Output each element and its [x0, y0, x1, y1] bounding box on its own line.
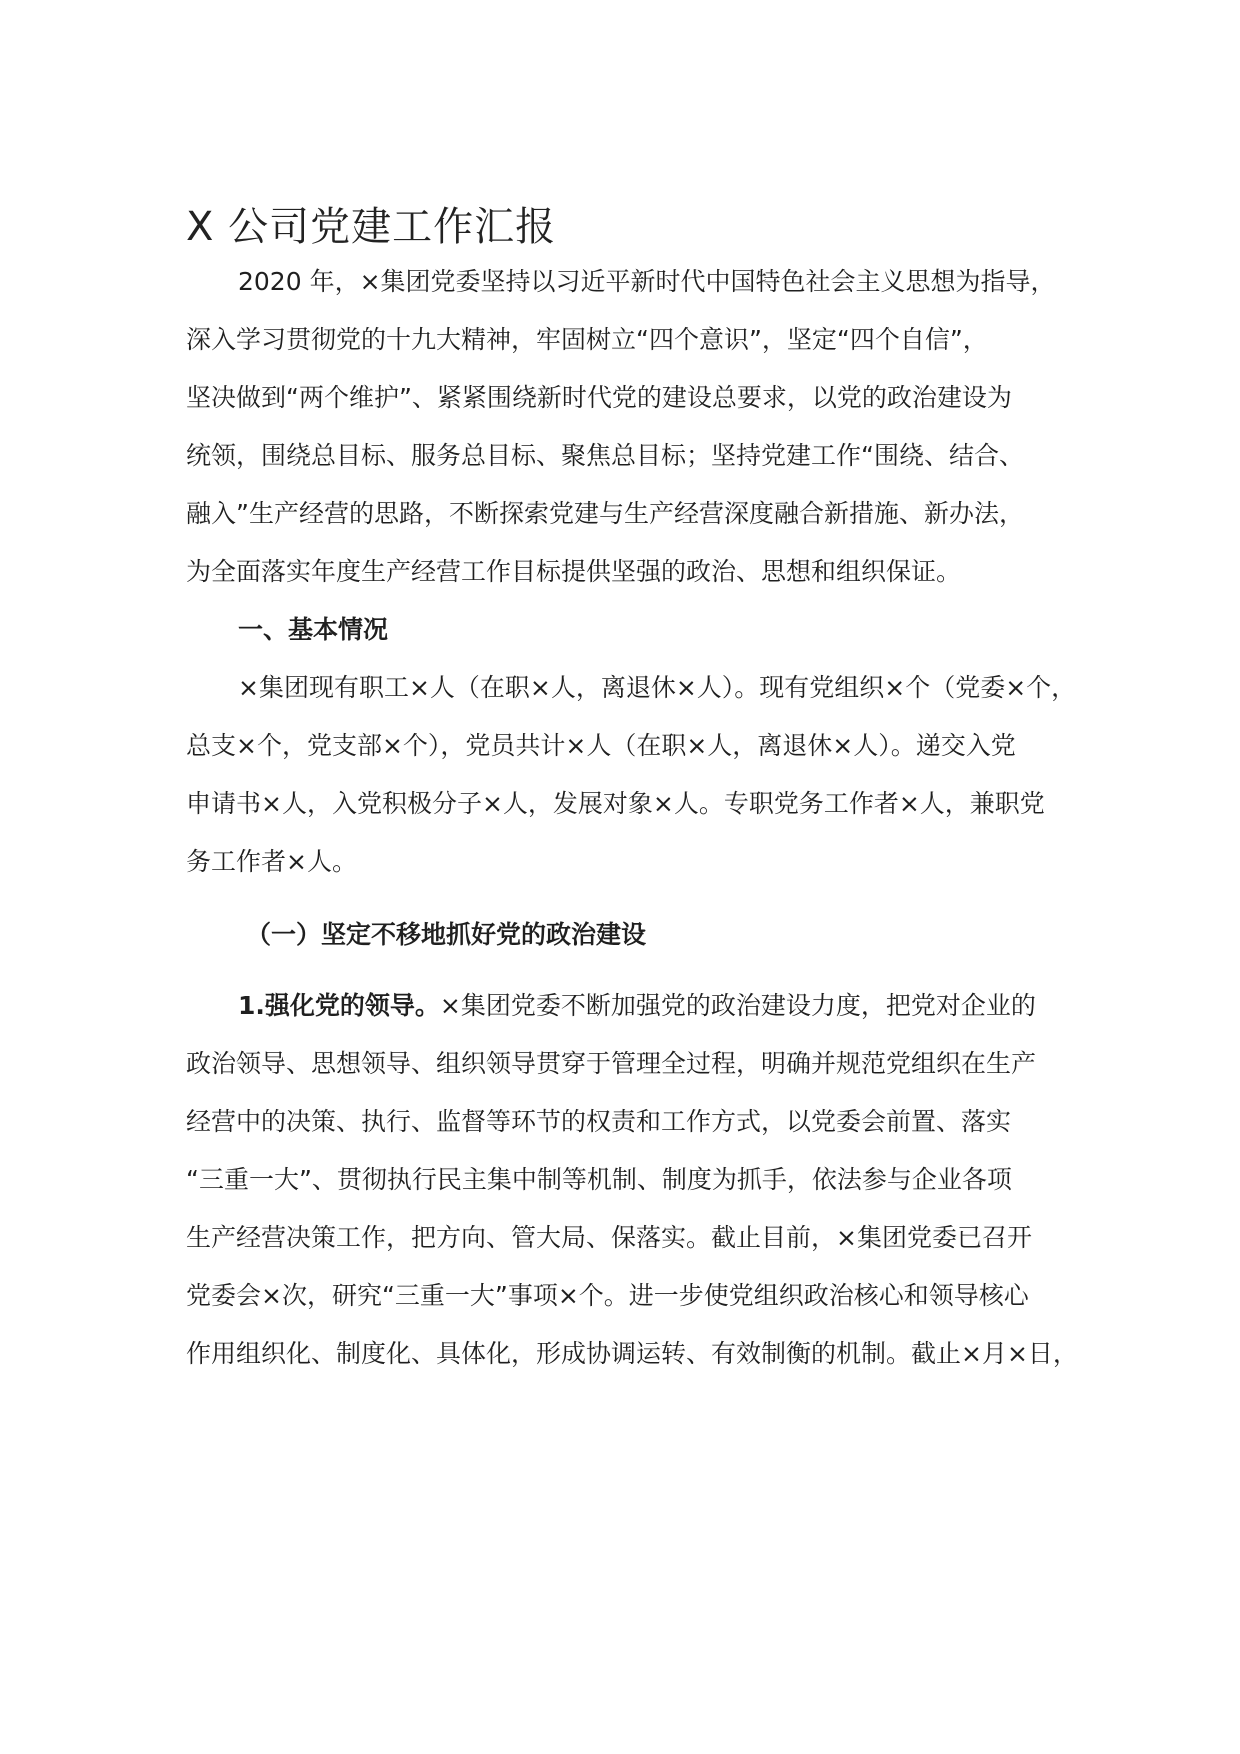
paragraph-3-line: 生产经营决策工作，把方向、管大局、保落实。截止目前，×集团党委已召开: [186, 1223, 1032, 1252]
paragraph-3-first-line: [238, 989, 1066, 1023]
paragraph-3-line: “三重一大”、贯彻执行民主集中制等机制、制度为抓手，依法参与企业各项: [186, 1165, 1012, 1194]
paragraph-1-line: 统领，围绕总目标、服务总目标、聚焦总目标；坚持党建工作“围绕、结合、: [186, 441, 1024, 470]
paragraph-2-line: 申请书×人，入党积极分子×人，发展对象×人。专职党务工作者×人，兼职党: [186, 789, 1045, 818]
paragraph-3-line: 作用组织化、制度化、具体化，形成协调运转、有效制衡的机制。截止×月×日，: [186, 1339, 1078, 1368]
section-heading-basic-situation: 一、基本情况: [238, 615, 389, 644]
paragraph-3-lead: 1.强化党的领导。: [238, 991, 440, 1020]
paragraph-3-line: 党委会×次，研究“三重一大”事项×个。进一步使党组织政治核心和领导核心: [186, 1281, 1029, 1310]
paragraph-1-line: 坚决做到“两个维护”、紧紧围绕新时代党的建设总要求，以党的政治建设为: [186, 383, 1012, 412]
paragraph-2-line: 务工作者×人。: [186, 847, 357, 876]
paragraph-2-line: ×集团现有职工×人（在职×人，离退休×人）。现有党组织×个（党委×个，: [238, 673, 1077, 702]
paragraph-1-line: 为全面落实年度生产经营工作目标提供坚强的政治、思想和组织保证。: [186, 557, 962, 586]
paragraph-3-line: 政治领导、思想领导、组织领导贯穿于管理全过程，明确并规范党组织在生产: [186, 1049, 1037, 1078]
paragraph-3-line: 经营中的决策、执行、监督等环节的权责和工作方式，以党委会前置、落实: [186, 1107, 1012, 1136]
paragraph-1-line: 融入”生产经营的思路，不断探索党建与生产经营深度融合新措施、新办法，: [186, 499, 1024, 528]
paragraph-1-line: 2020 年，×集团党委坚持以习近平新时代中国特色社会主义思想为指导，: [238, 267, 1056, 296]
document-title: X 公司党建工作汇报: [186, 204, 557, 250]
paragraph-3-first-rest: ×集团党委不断加强党的政治建设力度，把党对企业的: [439, 991, 1036, 1020]
paragraph-2-line: 总支×个，党支部×个），党员共计×人（在职×人，离退休×人）。递交入党: [186, 731, 1016, 760]
subsection-heading-political-building: （一）坚定不移地抓好党的政治建设: [246, 920, 647, 949]
paragraph-1-line: 深入学习贯彻党的十九大精神，牢固树立“四个意识”，坚定“四个自信”，: [186, 325, 988, 354]
